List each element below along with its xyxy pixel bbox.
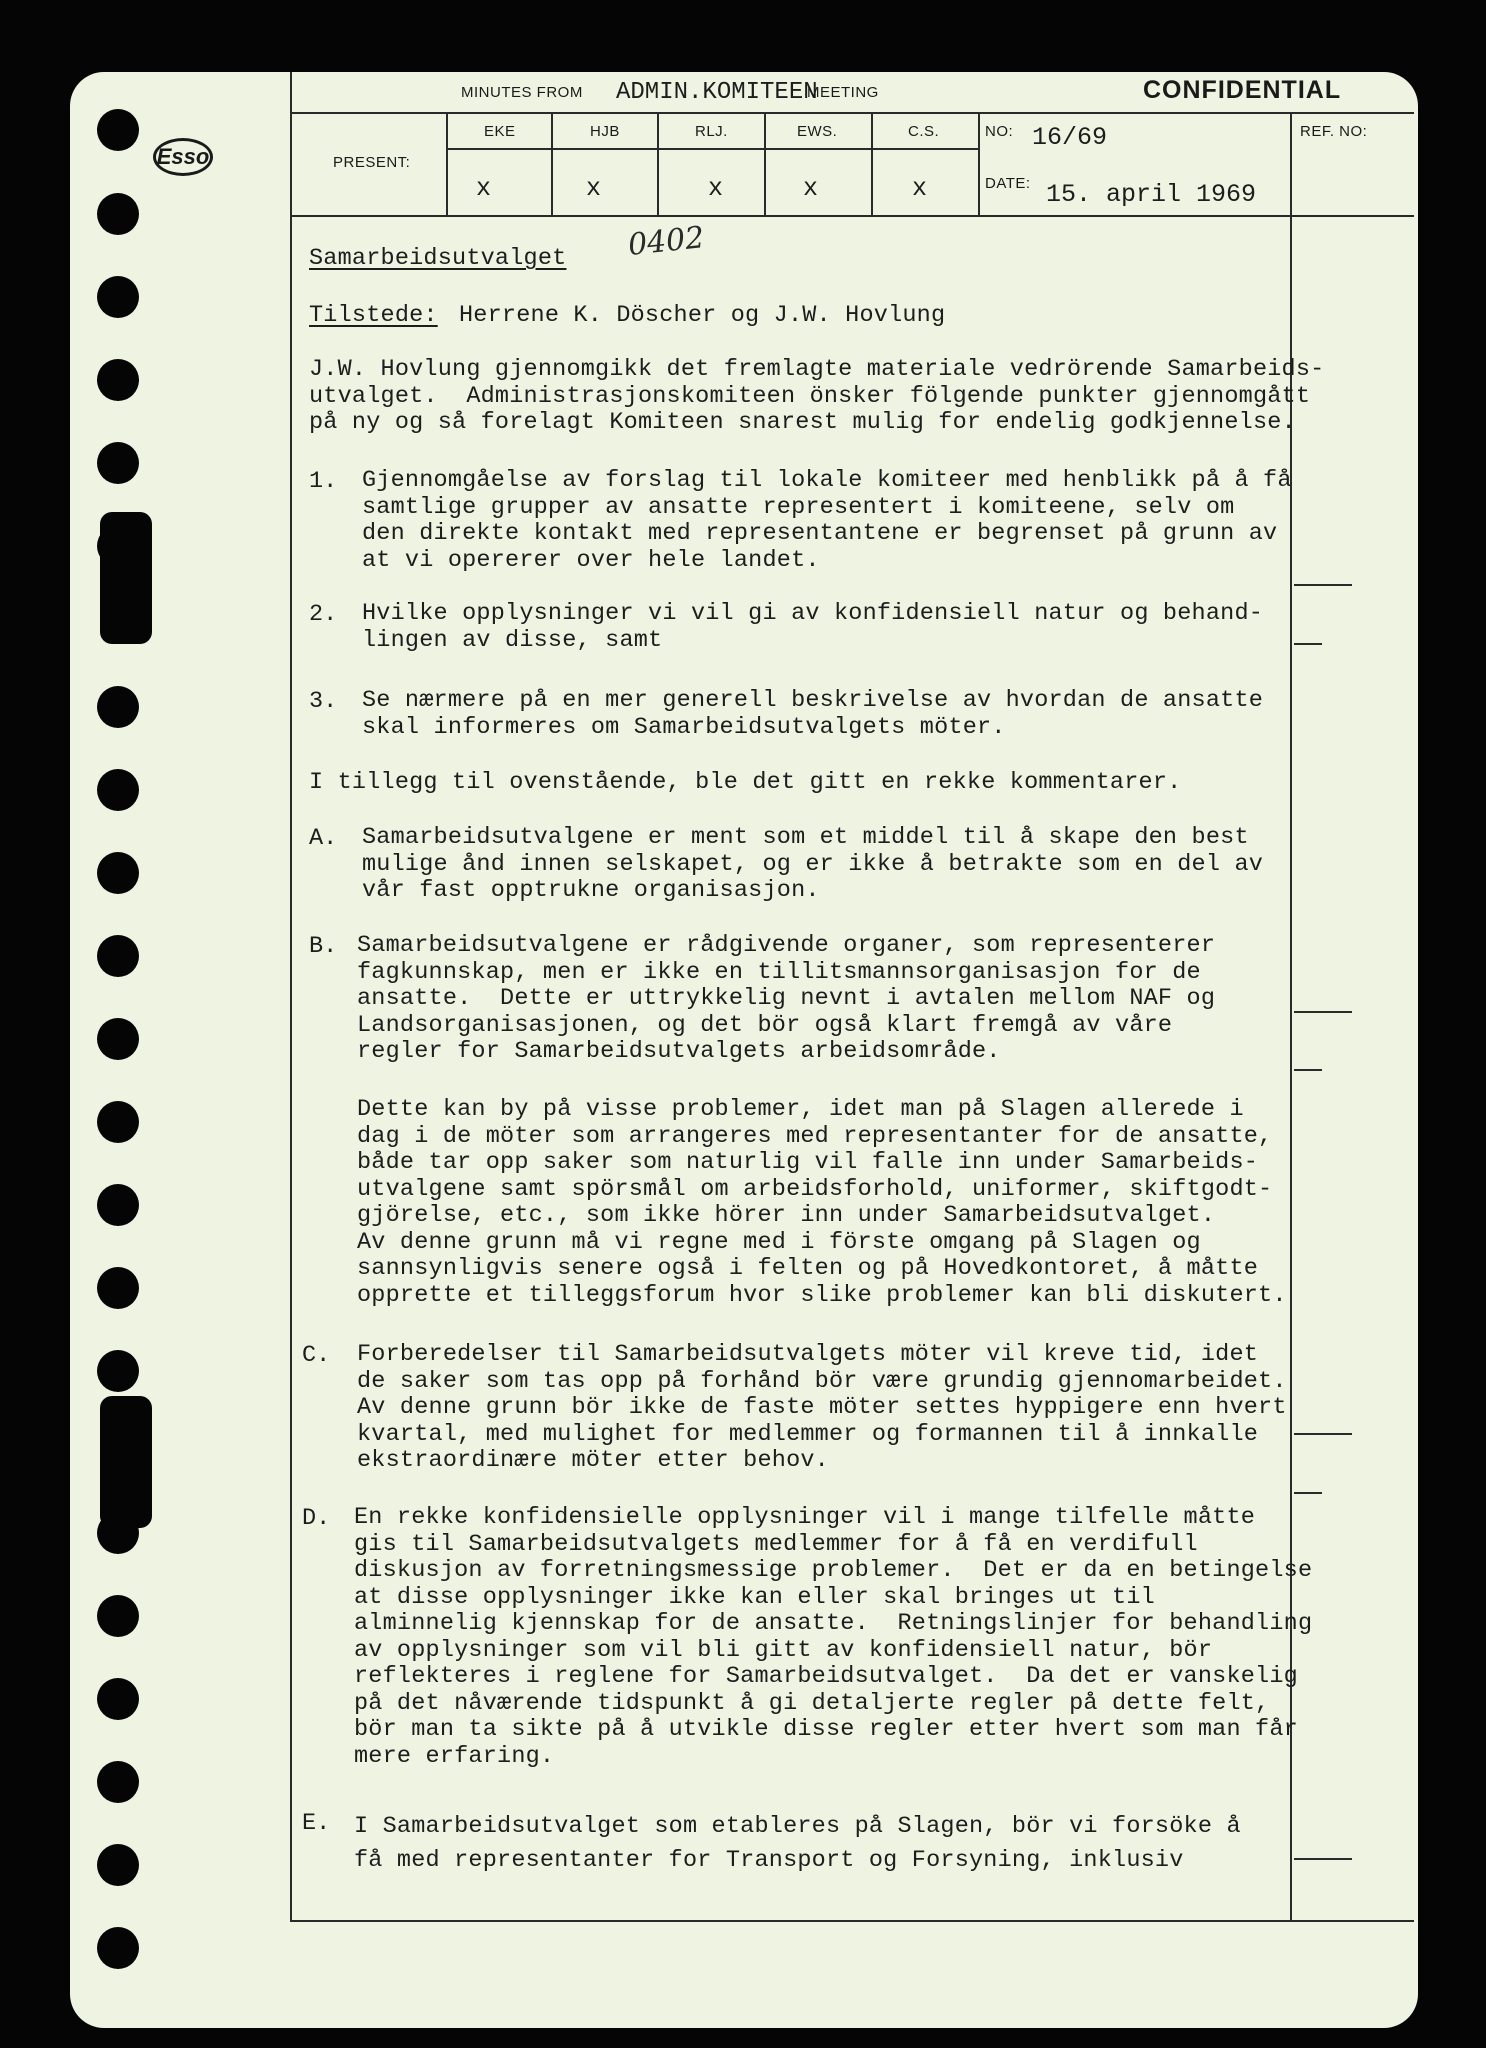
binder-hole — [97, 276, 139, 318]
comment-continuation: Dette kan by på visse problemer, idet man på Slagen allerede i dag i de möter som arrangeres med representanter for de ansatte, både tar opp saker som naturlig vil falle inn under Samarbeids- utvalgene samt spörsmål om arbeidsforhold, uniformer, skiftgodt- gjörelse, etc., som ikke hörer inn under Samarbeidsutvalget. Av denne grunn må vi regne med i förste omgang på Slagen og sannsynligvis senere også i felten og på Hovedkontoret, å måtte opprette et tilleggsforum hvor slike problemer kan bli diskutert. — [357, 1096, 1287, 1309]
binder-hole — [97, 442, 139, 484]
binder-hole — [97, 935, 139, 977]
addition-paragraph: I tillegg til ovenstående, ble det gitt en rekke kommentarer. — [309, 769, 1182, 796]
present-label: PRESENT: — [333, 154, 411, 171]
member-initials: EWS. — [797, 123, 838, 140]
comment-label: C. — [302, 1342, 331, 1369]
comment-label: D. — [302, 1505, 331, 1532]
header-divider — [871, 112, 873, 215]
member-mark: x — [586, 174, 602, 203]
member-initials: RLJ. — [695, 123, 728, 140]
header-divider — [551, 112, 553, 215]
minutes-number: 16/69 — [1032, 123, 1108, 152]
binder-hole — [97, 1844, 139, 1886]
margin-mark — [1294, 643, 1322, 645]
comment-text: Forberedelser til Samarbeidsutvalgets möter vil kreve tid, idet de saker som tas opp på forhånd bör være grundig gjennomarbeidet. Av denne grunn bör ikke de faste möter settes hyppigere enn hvert kvartal, med mulighet for medlemmer og formannen til å innkalle ekstraordinære möter etter behov. — [357, 1341, 1287, 1474]
margin-mark — [1294, 1433, 1352, 1435]
comment-label: E. — [302, 1810, 331, 1837]
point-text: Gjennomgåelse av forslag til lokale komiteer med henblikk på å få samtlige grupper av ansatte representert i komiteene, selv om den direkte kontakt med representantene er begrenset på grunn av at vi opererer over hele landet. — [362, 467, 1292, 574]
margin-mark — [1294, 1858, 1352, 1860]
binder-hole — [97, 769, 139, 811]
header-divider — [657, 112, 659, 215]
binder-hole — [97, 1927, 139, 1969]
member-mark: x — [912, 174, 928, 203]
member-initials: EKE — [484, 123, 516, 140]
margin-mark — [1294, 1011, 1352, 1013]
handwritten-note: 0402 — [626, 220, 706, 263]
point-text: Se nærmere på en mer generell beskrivelse av hvordan de ansatte skal informeres om Samarbeidsutvalgets möter. — [362, 687, 1264, 741]
header-divider — [978, 112, 980, 215]
binder-hole — [97, 686, 139, 728]
header-line-bottom — [292, 215, 1414, 217]
point-label: 1. — [309, 468, 338, 495]
binder-hole — [97, 1018, 139, 1060]
meeting-date: 15. april 1969 — [1046, 180, 1257, 209]
binder-hole — [97, 1184, 139, 1226]
intro-paragraph: J.W. Hovlung gjennomgikk det fremlagte materiale vedrörende Samarbeids- utvalget. Administrasjonskomiteen önsker fölgende punkter gjennomgått på ny og så forelagt Komiteen snarest mulig for endelig godkjennelse. — [309, 356, 1325, 436]
bottom-frame-line — [292, 1920, 1414, 1922]
margin-mark — [1294, 584, 1352, 586]
comment-text: I Samarbeidsutvalget som etableres på Slagen, bör vi forsöke å få med representanter for Transport og Forsyning, inklusiv — [354, 1813, 1241, 1874]
comment-text: En rekke konfidensielle opplysninger vil i mange tilfelle måtte gis til Samarbeidsutvalgets medlemmer for å få en verdifull diskusjon av forretningsmessige problemer. Det er da en betingelse at disse opplysninger ikke kan eller skal bringes ut til alminnelig kjennskap for de ansatte. Retningslinjer for behandling av opplysninger som vil bli gitt av konfidensiell natur, bör reflekteres i reglene for Samarbeidsutvalget. Da det er vanskelig på det nåværende tidspunkt å gi detaljerte regler på dette felt, bör man ta sikte på å utvikle disse regler etter hvert som man får mere erfaring. — [354, 1504, 1313, 1770]
margin-mark — [1294, 1492, 1322, 1494]
minutes-from-label: MINUTES FROM — [461, 84, 583, 101]
header-divider — [764, 112, 766, 215]
binder-hole — [97, 1761, 139, 1803]
left-frame-line — [290, 72, 292, 1922]
member-initials: HJB — [590, 123, 620, 140]
binder-hole — [97, 1512, 139, 1554]
confidential-stamp: CONFIDENTIAL — [1143, 76, 1342, 104]
binder-notch — [100, 512, 152, 644]
binder-hole — [97, 193, 139, 235]
present-text: Herrene K. Döscher og J.W. Hovlung — [459, 302, 946, 329]
header-divider — [446, 148, 978, 150]
header-divider — [446, 112, 448, 215]
comment-text: Samarbeidsutvalgene er ment som et middel til å skape den best mulige ånd innen selskapet, og er ikke å betrakte som en del av vår fast opptrukne organisasjon. — [362, 824, 1264, 904]
date-label: DATE: — [985, 175, 1031, 192]
binder-hole — [97, 1101, 139, 1143]
point-label: 2. — [309, 601, 338, 628]
header-line-top — [292, 112, 1414, 114]
comment-text: Samarbeidsutvalgene er rådgivende organer, som representerer fagkunnskap, men er ikke en tillitsmannsorganisasjon for de ansatte. Dette er uttrykkelig nevnt i avtalen mellom NAF og Landsorganisasjonen, og det bör også klart fremgå av våre regler for Samarbeidsutvalgets arbeidsområde. — [357, 932, 1216, 1065]
member-mark: x — [708, 174, 724, 203]
ref-no-label: REF. NO: — [1300, 123, 1368, 140]
comment-label: A. — [309, 825, 338, 852]
binder-hole — [97, 1267, 139, 1309]
committee-name: ADMIN.KOMITEEN — [616, 79, 818, 106]
binder-hole — [97, 1595, 139, 1637]
section-heading: Samarbeidsutvalget — [309, 245, 567, 272]
no-label: NO: — [985, 123, 1014, 140]
margin-mark — [1294, 1069, 1322, 1071]
esso-logo: Esso — [153, 138, 213, 176]
point-label: 3. — [309, 688, 338, 715]
binder-notch — [100, 1396, 152, 1528]
meeting-label: MEETING — [807, 84, 879, 101]
member-mark: x — [803, 174, 819, 203]
present-heading: Tilstede: — [309, 302, 438, 329]
binder-hole — [97, 1350, 139, 1392]
comment-label: B. — [309, 933, 338, 960]
member-mark: x — [476, 174, 492, 203]
binder-hole — [97, 852, 139, 894]
binder-hole — [97, 359, 139, 401]
binder-hole — [97, 1678, 139, 1720]
binder-hole — [97, 109, 139, 151]
point-text: Hvilke opplysninger vi vil gi av konfidensiell natur og behand- lingen av disse, samt — [362, 600, 1264, 654]
member-initials: C.S. — [908, 123, 940, 140]
